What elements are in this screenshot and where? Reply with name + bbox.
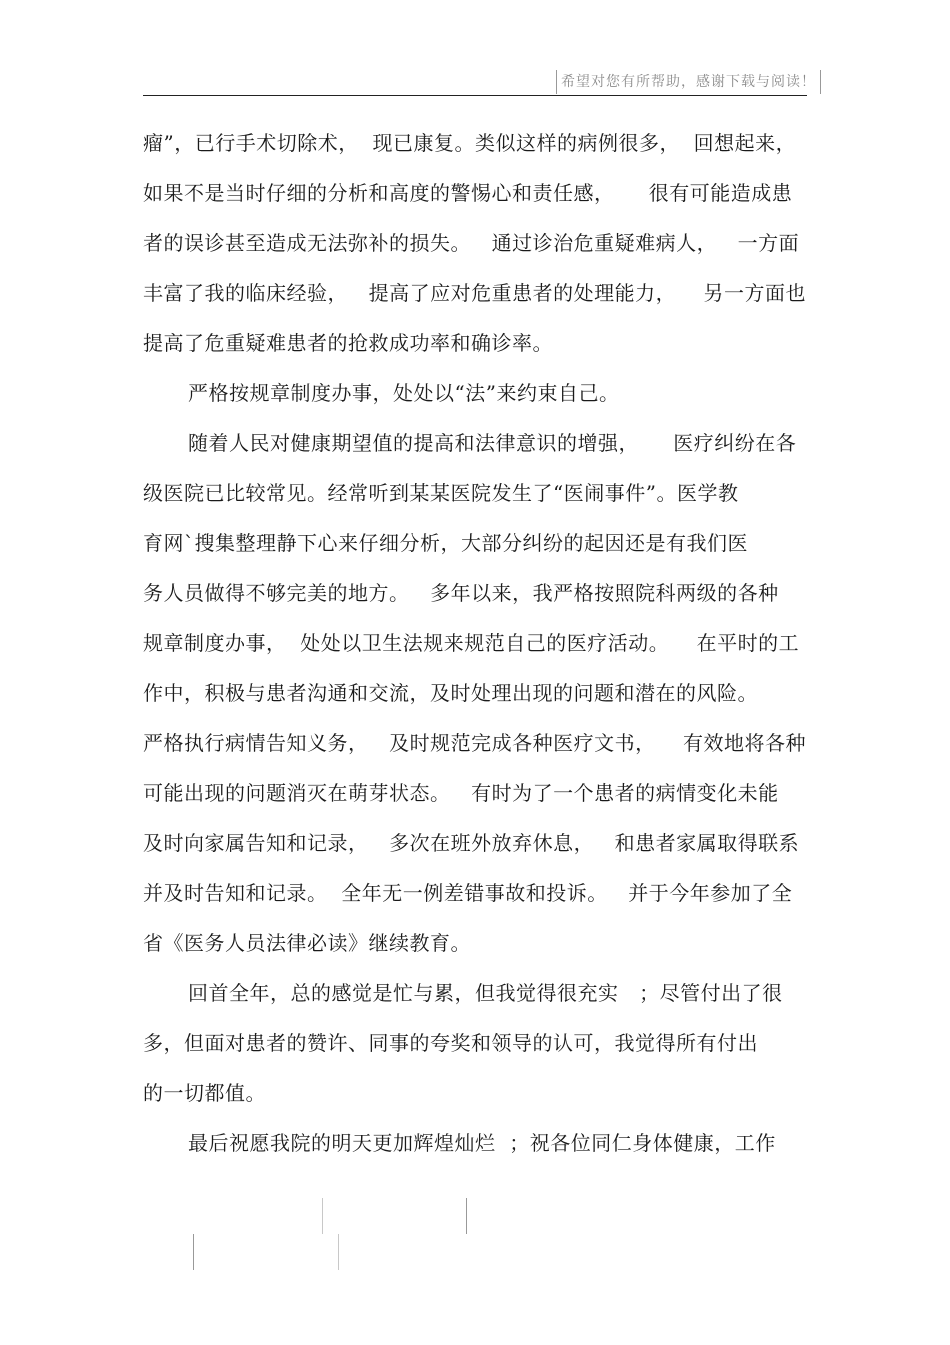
document-body — [143, 118, 813, 1168]
text-line: 丰富了我的临床经验， 提高了应对危重患者的处理能力， 另一方面也 — [143, 281, 807, 305]
text-line: 最后祝愿我院的明天更加辉煌灿烂 ；祝各位同仁身体健康，工作 — [188, 1131, 776, 1155]
text-line: 省《医务人员法律必读》继续教育。 — [143, 931, 471, 955]
header-note: 希望对您有所帮助，感谢下载与阅读！ — [556, 70, 821, 94]
text-line: 可能出现的问题消灭在萌芽状态。 有时为了一个患者的病情变化未能 — [143, 781, 779, 805]
text-line: 级医院已比较常见。经常听到某某医院发生了“医闹事件”。医学教 — [143, 481, 739, 505]
text-line: 严格执行病情告知义务， 及时规范完成各种医疗文书， 有效地将各种 — [143, 731, 807, 755]
text-line: 作中，积极与患者沟通和交流，及时处理出现的问题和潜在的风险。 — [143, 681, 758, 705]
text-line: 随着人民对健康期望值的提高和法律意识的增强， 医疗纠纷在各 — [188, 431, 797, 455]
text-line: 如果不是当时仔细的分析和高度的警惕心和责任感， 很有可能造成患 — [143, 181, 793, 205]
paragraph-heading: 严格按规章制度办事，处处以“法”来约束自己。 — [188, 381, 620, 405]
text-line: 多，但面对患者的赞许、同事的夸奖和领导的认可，我觉得所有付出 — [143, 1031, 758, 1055]
text-line: 育网`搜集整理静下心来仔细分析，大部分纠纷的起因还是有我们医 — [143, 531, 748, 555]
text-line: 并及时告知和记录。 全年无一例差错事故和投诉。 并于今年参加了全 — [143, 881, 793, 905]
text-line: 瘤”，已行手术切除术， 现已康复。类似这样的病例很多， 回想起来， — [143, 131, 797, 155]
header-divider — [143, 95, 807, 96]
text-line: 回首全年，总的感觉是忙与累，但我觉得很充实 ；尽管付出了很 — [188, 981, 783, 1005]
scan-artifact-line — [466, 1198, 467, 1234]
scan-artifact-line — [338, 1234, 339, 1270]
text-line: 规章制度办事， 处处以卫生法规来规范自己的医疗活动。 在平时的工 — [143, 631, 800, 655]
scan-artifact-line — [322, 1198, 323, 1234]
text-line: 的一切都值。 — [143, 1081, 266, 1105]
text-line: 务人员做得不够完美的地方。 多年以来，我严格按照院科两级的各种 — [143, 581, 779, 605]
scan-artifact-line — [193, 1234, 194, 1270]
text-line: 者的误诊甚至造成无法弥补的损失。 通过诊治危重疑难病人， 一方面 — [143, 231, 800, 255]
text-line: 提高了危重疑难患者的抢救成功率和确诊率。 — [143, 331, 553, 355]
text-line: 及时向家属告知和记录， 多次在班外放弃休息， 和患者家属取得联系 — [143, 831, 800, 855]
